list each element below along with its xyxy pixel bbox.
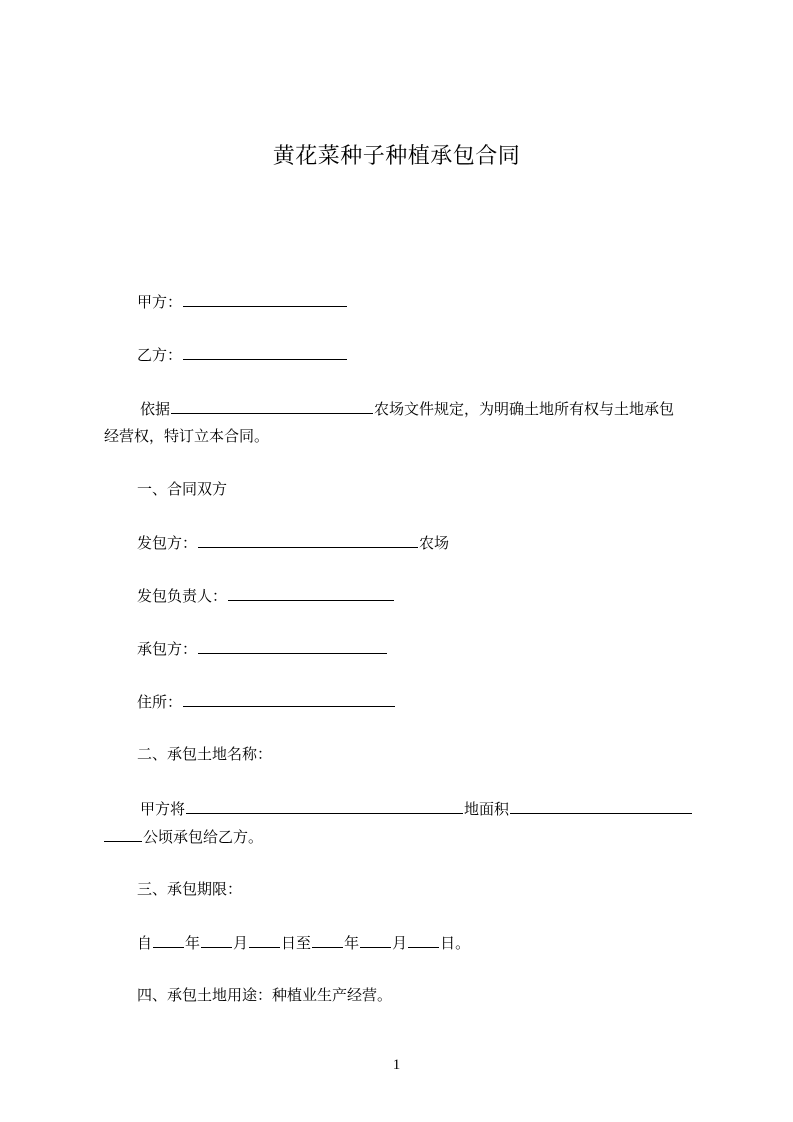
basis-farm-blank[interactable] [171,398,373,414]
term-day-end: 日。 [440,934,471,952]
term-day-to: 日至 [281,934,312,952]
land-mid: 地面积 [464,800,510,818]
contractor-head-blank[interactable] [228,585,394,601]
contractor-line [137,532,449,553]
land-area-blank[interactable] [510,798,692,814]
address-line [137,691,396,712]
term-month2: 月 [392,934,408,952]
section-3-heading: 三、承包期限： [137,880,243,898]
basis-line-2-text: 经营权，特订立本合同。 [104,427,270,445]
address-blank[interactable] [183,691,395,707]
contractor-head-line [137,585,395,606]
contractee-blank[interactable] [198,638,387,654]
party-a-label: 甲方： [137,293,183,311]
land-line-2 [104,826,263,847]
term-year2-blank[interactable] [312,932,343,948]
party-a-line [137,291,348,312]
basis-prefix: 依据 [140,400,171,418]
term-year1: 年 [185,934,201,952]
document-title: 黄花菜种子种植承包合同 [272,144,521,169]
party-a-blank[interactable] [183,291,347,307]
basis-line-2 [104,426,269,446]
term-month1-blank[interactable] [201,932,232,948]
basis-suffix: 农场文件规定，为明确土地所有权与土地承包 [374,400,675,418]
section-2-heading: 二、承包土地名称： [137,745,273,763]
land-line-1 [140,798,693,819]
term-month2-blank[interactable] [360,932,391,948]
term-from: 自 [137,934,153,952]
term-line [137,932,470,953]
contractor-blank[interactable] [198,532,418,548]
basis-line-1 [140,398,674,419]
land-area-blank-cont[interactable] [104,826,142,842]
page-number: 1 [392,1057,401,1073]
land-name-blank[interactable] [186,798,463,814]
term-day1-blank[interactable] [249,932,280,948]
contractor-label: 发包方： [137,534,198,552]
party-b-line [137,344,348,365]
term-month1: 月 [233,934,249,952]
land-prefix: 甲方将 [140,800,186,818]
term-year2: 年 [344,934,360,952]
address-label: 住所： [137,693,183,711]
term-day2-blank[interactable] [408,932,439,948]
contractee-label: 承包方： [137,640,198,658]
contractor-head-label: 发包负责人： [137,587,228,605]
contractee-line [137,638,388,659]
contractor-suffix: 农场 [419,534,450,552]
party-b-blank[interactable] [183,344,347,360]
section-4-heading: 四、承包土地用途：种植业生产经营。 [137,986,393,1004]
land-line-2-suffix: 公顷承包给乙方。 [143,828,264,846]
party-b-label: 乙方： [137,346,183,364]
term-year1-blank[interactable] [153,932,184,948]
section-1-heading: 一、合同双方 [137,480,228,498]
